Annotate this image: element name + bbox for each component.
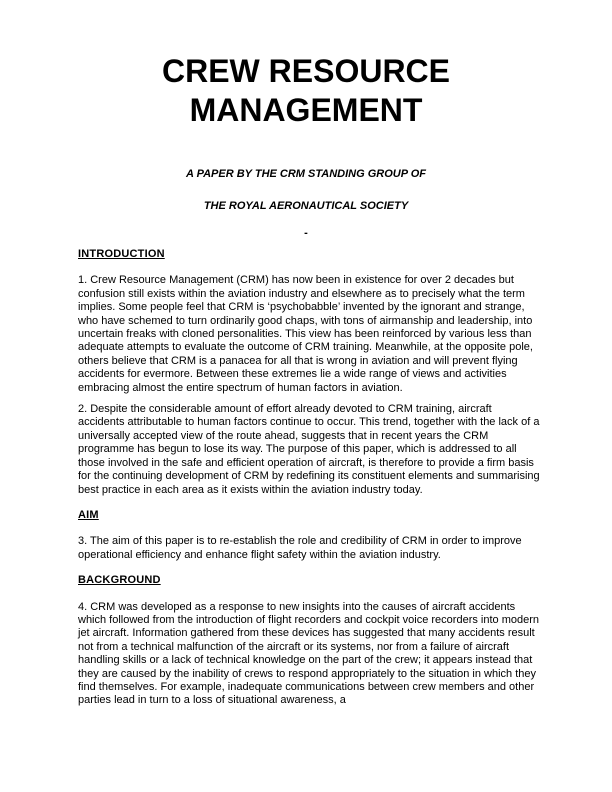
paragraph-1: 1. Crew Resource Management (CRM) has now been in existence for over 2 decades but confusion still exists within the aviation industry and elsewhere as to precisely what the term implies. Some people feel that CRM is ‘psychobabble’ invented by the ignorant and strange, who have schemed to turn ordinarily good chaps, with tons of airmanship and leadership, into uncertain freaks with cloned personalities. This view has been reinforced by various less than adequate attempts to evaluate the outcome of CRM training. Meanwhile, at the opposite pole, others believe that CRM is a panacea for all that is wrong in aviation and will prevent flying accidents for evermore. Between these extremes lie a wide range of views and activities embracing almost the entire spectrum of human factors in aviation. (78, 274, 533, 394)
paragraph-4: 4. CRM was developed as a response to new insights into the causes of aircraft accidents which followed from the introduction of flight recorders and cockpit voice recorders into modern jet aircraft. Information gathered from these devices has suggested that many accidents result not from a technical malfunction of the aircraft or its systems, nor from a failure of aircraft handling skills or a lack of technical knowledge on the part of the crew; it appears instead that they are caused by the inability of crews to respond appropriately to the situation in which they find themselves. For example, inadequate communications between crew members and other parties lead in turn to a loss of situational awareness, a (78, 600, 540, 707)
section-background (78, 574, 540, 708)
section-introduction (78, 248, 540, 497)
document-body (78, 248, 540, 708)
separator-dash: - (304, 227, 308, 239)
subtitle-line-1: A PAPER BY THE CRM STANDING GROUP OF (186, 168, 426, 180)
paragraph-3: 3. The aim of this paper is to re-establish the role and credibility of CRM in order to improve operational efficiency and enhance flight safety within the aviation industry. (78, 535, 522, 561)
paragraph-2: 2. Despite the considerable amount of effort already devoted to CRM training, aircraft accidents attributable to human factors continue to occur. This trend, together with the lack of a universally accepted view of the route ahead, suggests that in recent years the CRM programme has begun to lose its way. The purpose of this paper, which is addressed to all those involved in the safe and efficient operation of aircraft, is therefore to provide a firm basis for the continuing development of CRM by redefining its constituent elements and summarising best practice in each area as it exists within the aviation industry today. (78, 403, 540, 496)
section-heading-background: BACKGROUND (78, 574, 161, 587)
section-heading-introduction: INTRODUCTION (78, 248, 165, 260)
subtitle-line-2: THE ROYAL AERONAUTICAL SOCIETY (203, 200, 409, 212)
document-title: CREW RESOURCE MANAGEMENT (161, 53, 450, 128)
section-aim (78, 509, 540, 562)
section-heading-aim: AIM (78, 508, 99, 521)
